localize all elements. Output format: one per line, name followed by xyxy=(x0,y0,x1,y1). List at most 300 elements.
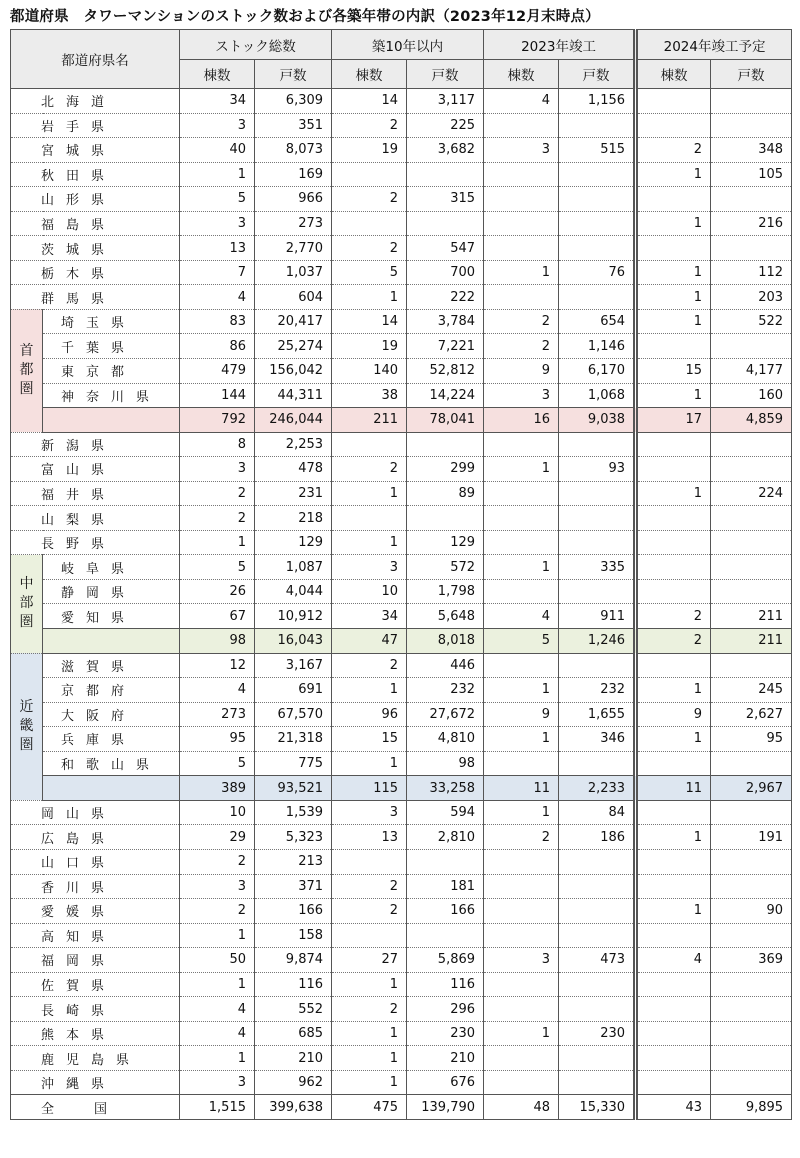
table-cell: 1 xyxy=(636,309,711,334)
pref-name: 福井県 xyxy=(11,481,180,506)
table-cell xyxy=(636,530,711,555)
table-cell: 67,570 xyxy=(255,702,332,727)
table-cell: 4 xyxy=(484,89,559,114)
table-cell xyxy=(484,162,559,187)
table-cell xyxy=(484,285,559,310)
table-cell xyxy=(332,849,407,874)
table-cell xyxy=(711,555,792,580)
table-cell xyxy=(636,113,711,138)
table-cell: 160 xyxy=(711,383,792,408)
table-cell xyxy=(711,1070,792,1095)
table-row xyxy=(11,383,792,408)
pref-name: 沖縄県 xyxy=(11,1070,180,1095)
table-cell: 2 xyxy=(180,506,255,531)
table-cell: 515 xyxy=(559,138,636,163)
table-cell: 3 xyxy=(180,1070,255,1095)
table-cell: 1 xyxy=(636,162,711,187)
table-cell: 15,330 xyxy=(559,1095,636,1120)
table-cell: 10 xyxy=(180,800,255,825)
table-cell xyxy=(711,751,792,776)
table-cell: 1 xyxy=(180,1046,255,1071)
table-cell: 2 xyxy=(636,138,711,163)
table-cell xyxy=(636,800,711,825)
table-cell: 89 xyxy=(407,481,484,506)
subtotal-cell: 98 xyxy=(180,629,255,654)
table-cell: 1 xyxy=(484,800,559,825)
subtotal-cell: 115 xyxy=(332,776,407,801)
table-cell xyxy=(484,236,559,261)
table-cell: 299 xyxy=(407,457,484,482)
pref-name: 栃木県 xyxy=(11,260,180,285)
table-cell: 4 xyxy=(180,997,255,1022)
table-cell: 1,156 xyxy=(559,89,636,114)
table-cell xyxy=(484,187,559,212)
pref-name: 静岡県 xyxy=(43,579,180,604)
table-cell: 29 xyxy=(180,825,255,850)
table-row xyxy=(11,727,792,752)
table-cell xyxy=(484,481,559,506)
table-cell xyxy=(636,923,711,948)
table-row xyxy=(11,800,792,825)
table-cell: 3 xyxy=(484,948,559,973)
table-cell: 1 xyxy=(636,211,711,236)
table-cell: 691 xyxy=(255,678,332,703)
table-cell xyxy=(636,653,711,678)
table-cell: 1 xyxy=(332,1021,407,1046)
pref-name: 愛知県 xyxy=(43,604,180,629)
table-cell xyxy=(711,236,792,261)
table-cell xyxy=(636,506,711,531)
subtotal-cell: 9,038 xyxy=(559,408,636,433)
subtotal-cell: 17 xyxy=(636,408,711,433)
table-cell: 2,253 xyxy=(255,432,332,457)
table-row xyxy=(11,89,792,114)
table-cell: 218 xyxy=(255,506,332,531)
pref-name: 山梨県 xyxy=(11,506,180,531)
subtotal-cell: 2,967 xyxy=(711,776,792,801)
table-cell xyxy=(407,849,484,874)
table-cell xyxy=(332,162,407,187)
table-cell: 594 xyxy=(407,800,484,825)
table-cell: 1 xyxy=(180,972,255,997)
table-cell xyxy=(711,432,792,457)
region-label-char: 圏 xyxy=(19,737,34,754)
table-cell: 399,638 xyxy=(255,1095,332,1120)
header-sub-units: 戸数 xyxy=(255,60,332,89)
table-cell: 232 xyxy=(559,678,636,703)
pref-name: 長野県 xyxy=(11,530,180,555)
table-cell xyxy=(711,923,792,948)
table-cell: 222 xyxy=(407,285,484,310)
subtotal-cell: 792 xyxy=(180,408,255,433)
subtotal-cell: 33,258 xyxy=(407,776,484,801)
table-cell: 181 xyxy=(407,874,484,899)
header-group-2024: 2024年竣工予定 xyxy=(636,30,792,60)
table-cell: 186 xyxy=(559,825,636,850)
subtotal-cell: 2,233 xyxy=(559,776,636,801)
header-sub-buildings: 棟数 xyxy=(484,60,559,89)
table-cell: 1 xyxy=(636,285,711,310)
table-cell: 4,177 xyxy=(711,359,792,384)
table-cell xyxy=(711,997,792,1022)
table-cell: 9 xyxy=(636,702,711,727)
pref-name: 千葉県 xyxy=(43,334,180,359)
table-cell xyxy=(636,751,711,776)
table-cell: 346 xyxy=(559,727,636,752)
subtotal-cell: 5 xyxy=(484,629,559,654)
table-cell: 5 xyxy=(180,751,255,776)
table-cell: 9,895 xyxy=(711,1095,792,1120)
table-cell xyxy=(484,923,559,948)
table-cell xyxy=(559,285,636,310)
table-cell: 3 xyxy=(180,211,255,236)
subtotal-label xyxy=(43,776,180,801)
table-cell xyxy=(484,997,559,1022)
table-cell xyxy=(484,751,559,776)
table-row xyxy=(11,948,792,973)
table-cell: 1 xyxy=(484,555,559,580)
region-label-char: 近 xyxy=(19,699,34,716)
table-cell: 15 xyxy=(332,727,407,752)
table-cell xyxy=(484,972,559,997)
table-cell: 1,539 xyxy=(255,800,332,825)
region-label-char: 畿 xyxy=(19,718,34,735)
table-cell: 144 xyxy=(180,383,255,408)
table-cell: 7 xyxy=(180,260,255,285)
table-cell: 13 xyxy=(180,236,255,261)
table-cell: 654 xyxy=(559,309,636,334)
table-cell: 4 xyxy=(180,285,255,310)
table-row xyxy=(11,530,792,555)
table-cell xyxy=(636,849,711,874)
table-cell xyxy=(559,579,636,604)
table-cell: 1 xyxy=(484,727,559,752)
table-cell xyxy=(711,457,792,482)
table-cell xyxy=(636,187,711,212)
region-label-char: 圏 xyxy=(19,381,34,398)
table-cell: 1 xyxy=(180,923,255,948)
table-cell: 84 xyxy=(559,800,636,825)
pref-name: 熊本県 xyxy=(11,1021,180,1046)
pref-name: 北海道 xyxy=(11,89,180,114)
pref-name: 富山県 xyxy=(11,457,180,482)
region-label xyxy=(11,555,43,653)
table-cell xyxy=(711,530,792,555)
table-cell: 676 xyxy=(407,1070,484,1095)
table-cell: 44,311 xyxy=(255,383,332,408)
table-row xyxy=(11,653,792,678)
subtotal-cell: 211 xyxy=(332,408,407,433)
table-cell: 1,068 xyxy=(559,383,636,408)
header-sub-units: 戸数 xyxy=(711,60,792,89)
pref-name: 長崎県 xyxy=(11,997,180,1022)
table-cell: 4 xyxy=(636,948,711,973)
table-cell xyxy=(559,923,636,948)
table-cell: 86 xyxy=(180,334,255,359)
table-cell: 911 xyxy=(559,604,636,629)
table-cell: 13 xyxy=(332,825,407,850)
table-cell: 1,515 xyxy=(180,1095,255,1120)
table-cell: 48 xyxy=(484,1095,559,1120)
table-cell: 12 xyxy=(180,653,255,678)
table-cell: 93 xyxy=(559,457,636,482)
table-cell xyxy=(636,972,711,997)
table-row xyxy=(11,702,792,727)
pref-name: 山口県 xyxy=(11,849,180,874)
table-cell: 203 xyxy=(711,285,792,310)
table-cell xyxy=(559,997,636,1022)
table-cell xyxy=(711,506,792,531)
pref-name: 岩手県 xyxy=(11,113,180,138)
subtotal-cell: 93,521 xyxy=(255,776,332,801)
table-cell xyxy=(559,849,636,874)
table-cell: 5 xyxy=(332,260,407,285)
pref-name: 東京都 xyxy=(43,359,180,384)
table-cell: 1 xyxy=(636,678,711,703)
tower-mansion-table xyxy=(10,29,792,1120)
table-cell: 1 xyxy=(180,530,255,555)
table-row xyxy=(11,923,792,948)
table-cell: 475 xyxy=(332,1095,407,1120)
table-cell xyxy=(484,874,559,899)
table-cell: 216 xyxy=(711,211,792,236)
table-cell: 2 xyxy=(332,113,407,138)
table-cell xyxy=(559,236,636,261)
table-cell: 52,812 xyxy=(407,359,484,384)
table-row xyxy=(11,678,792,703)
table-cell xyxy=(484,211,559,236)
subtotal-cell: 78,041 xyxy=(407,408,484,433)
table-row xyxy=(11,604,792,629)
table-cell: 3,682 xyxy=(407,138,484,163)
table-cell: 1 xyxy=(332,678,407,703)
pref-name: 京都府 xyxy=(43,678,180,703)
table-row xyxy=(11,187,792,212)
table-cell: 1 xyxy=(484,260,559,285)
header-sub-buildings: 棟数 xyxy=(180,60,255,89)
table-cell xyxy=(636,555,711,580)
table-cell: 2 xyxy=(180,899,255,924)
table-cell: 231 xyxy=(255,481,332,506)
pref-name: 大阪府 xyxy=(43,702,180,727)
table-cell: 1,087 xyxy=(255,555,332,580)
pref-name: 広島県 xyxy=(11,825,180,850)
table-row xyxy=(11,972,792,997)
table-cell xyxy=(484,113,559,138)
table-cell xyxy=(484,653,559,678)
subtotal-cell: 211 xyxy=(711,629,792,654)
table-cell: 14 xyxy=(332,89,407,114)
pref-name: 神奈川県 xyxy=(43,383,180,408)
table-cell: 166 xyxy=(255,899,332,924)
table-row xyxy=(11,285,792,310)
table-cell xyxy=(636,1070,711,1095)
subtotal-cell: 11 xyxy=(484,776,559,801)
table-cell: 76 xyxy=(559,260,636,285)
table-cell: 348 xyxy=(711,138,792,163)
table-cell: 6,170 xyxy=(559,359,636,384)
table-row xyxy=(11,849,792,874)
table-cell: 140 xyxy=(332,359,407,384)
table-cell: 5,323 xyxy=(255,825,332,850)
header-sub-units: 戸数 xyxy=(407,60,484,89)
table-cell xyxy=(711,653,792,678)
table-cell: 1 xyxy=(332,1070,407,1095)
table-cell: 446 xyxy=(407,653,484,678)
table-cell: 2 xyxy=(332,997,407,1022)
table-cell: 95 xyxy=(180,727,255,752)
table-cell: 2 xyxy=(484,334,559,359)
table-cell xyxy=(559,187,636,212)
table-cell: 604 xyxy=(255,285,332,310)
table-cell: 230 xyxy=(559,1021,636,1046)
table-cell xyxy=(636,334,711,359)
table-cell: 2,770 xyxy=(255,236,332,261)
table-cell xyxy=(711,113,792,138)
pref-name: 鹿児島県 xyxy=(11,1046,180,1071)
table-cell: 3 xyxy=(332,800,407,825)
table-cell xyxy=(332,432,407,457)
table-cell: 3 xyxy=(180,113,255,138)
region-label-char: 中 xyxy=(19,576,34,593)
table-cell: 116 xyxy=(255,972,332,997)
table-cell: 34 xyxy=(180,89,255,114)
table-cell: 4,810 xyxy=(407,727,484,752)
table-cell: 210 xyxy=(407,1046,484,1071)
table-cell xyxy=(559,653,636,678)
table-cell: 211 xyxy=(711,604,792,629)
table-cell xyxy=(559,751,636,776)
header-sub-buildings: 棟数 xyxy=(332,60,407,89)
table-cell: 96 xyxy=(332,702,407,727)
table-cell xyxy=(407,432,484,457)
table-cell: 2 xyxy=(332,653,407,678)
pref-name: 香川県 xyxy=(11,874,180,899)
table-cell xyxy=(711,874,792,899)
table-cell xyxy=(636,89,711,114)
subtotal-cell: 8,018 xyxy=(407,629,484,654)
pref-name: 群馬県 xyxy=(11,285,180,310)
table-cell xyxy=(636,457,711,482)
table-cell xyxy=(636,1021,711,1046)
table-cell: 245 xyxy=(711,678,792,703)
table-cell: 225 xyxy=(407,113,484,138)
pref-name: 埼玉県 xyxy=(43,309,180,334)
table-row xyxy=(11,432,792,457)
table-cell: 2 xyxy=(180,849,255,874)
table-cell xyxy=(559,211,636,236)
table-row xyxy=(11,260,792,285)
header-group-2023: 2023年竣工 xyxy=(484,30,636,60)
table-cell: 27,672 xyxy=(407,702,484,727)
table-row xyxy=(11,997,792,1022)
subtotal-cell: 1,246 xyxy=(559,629,636,654)
table-cell: 1 xyxy=(636,727,711,752)
table-cell: 15 xyxy=(636,359,711,384)
table-cell xyxy=(484,899,559,924)
table-cell: 351 xyxy=(255,113,332,138)
table-cell xyxy=(484,579,559,604)
table-cell: 6,309 xyxy=(255,89,332,114)
region-label xyxy=(11,309,43,432)
table-cell: 1 xyxy=(332,751,407,776)
table-cell xyxy=(711,579,792,604)
table-cell: 4,044 xyxy=(255,579,332,604)
table-row xyxy=(11,236,792,261)
table-row xyxy=(11,899,792,924)
subtotal-cell: 2 xyxy=(636,629,711,654)
table-cell: 4 xyxy=(180,1021,255,1046)
table-cell xyxy=(559,162,636,187)
table-cell: 2 xyxy=(332,236,407,261)
table-cell: 1 xyxy=(180,162,255,187)
table-row xyxy=(11,751,792,776)
subtotal-row xyxy=(11,776,792,801)
table-cell: 552 xyxy=(255,997,332,1022)
table-cell xyxy=(407,162,484,187)
table-cell xyxy=(407,211,484,236)
table-cell xyxy=(636,236,711,261)
table-cell: 1 xyxy=(636,825,711,850)
table-cell: 8 xyxy=(180,432,255,457)
header-sub-buildings: 棟数 xyxy=(636,60,711,89)
table-cell: 5 xyxy=(180,555,255,580)
table-cell: 315 xyxy=(407,187,484,212)
table-cell: 2 xyxy=(484,309,559,334)
table-cell: 169 xyxy=(255,162,332,187)
table-cell: 335 xyxy=(559,555,636,580)
table-cell: 25,274 xyxy=(255,334,332,359)
table-row xyxy=(11,825,792,850)
table-cell: 2 xyxy=(484,825,559,850)
pref-name: 岡山県 xyxy=(11,800,180,825)
table-cell: 1 xyxy=(332,972,407,997)
table-cell: 67 xyxy=(180,604,255,629)
table-cell: 139,790 xyxy=(407,1095,484,1120)
table-cell: 129 xyxy=(255,530,332,555)
table-cell xyxy=(332,211,407,236)
table-cell: 2 xyxy=(332,187,407,212)
table-cell: 371 xyxy=(255,874,332,899)
pref-name: 福島県 xyxy=(11,211,180,236)
table-cell xyxy=(711,800,792,825)
table-row xyxy=(11,334,792,359)
subtotal-cell: 16,043 xyxy=(255,629,332,654)
table-cell: 775 xyxy=(255,751,332,776)
pref-name: 高知県 xyxy=(11,923,180,948)
region-label-char: 都 xyxy=(19,362,34,379)
table-cell: 3,117 xyxy=(407,89,484,114)
table-cell: 98 xyxy=(407,751,484,776)
table-row xyxy=(11,506,792,531)
table-cell: 1 xyxy=(636,260,711,285)
table-cell: 40 xyxy=(180,138,255,163)
region-label-char: 部 xyxy=(19,595,34,612)
table-cell: 14,224 xyxy=(407,383,484,408)
page-title: 都道府県 タワーマンションのストック数および各築年帯の内訳（2023年12月末時点） xyxy=(10,9,600,25)
table-cell: 1 xyxy=(636,383,711,408)
table-cell: 1 xyxy=(636,481,711,506)
pref-name: 山形県 xyxy=(11,187,180,212)
table-row xyxy=(11,211,792,236)
table-row xyxy=(11,874,792,899)
table-cell: 1 xyxy=(332,1046,407,1071)
table-cell: 10,912 xyxy=(255,604,332,629)
table-cell: 38 xyxy=(332,383,407,408)
table-cell xyxy=(636,874,711,899)
table-cell: 166 xyxy=(407,899,484,924)
table-cell: 273 xyxy=(255,211,332,236)
